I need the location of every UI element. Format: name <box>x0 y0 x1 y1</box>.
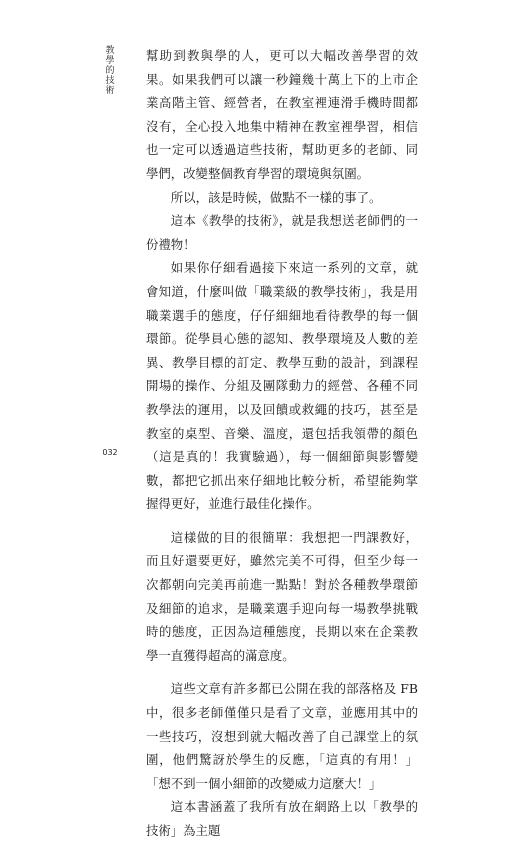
running-title: 教學的技術 <box>105 46 115 96</box>
paragraph: 這本《教學的技術》，就是我想送老師們的一份禮物！ <box>146 213 418 252</box>
paragraph: 如果你仔細看過接下來這一系列的文章，就會知道，什麼叫做「職業級的教學技術」，我是用職業選手的態度，仔仔細細地看待教學的每一個環節。從學員心態的認知、教學環境及人數的差異、教學目標的訂定、教學互動的設計，到課程開場的操作、分組及團隊動力的經營、各種不同教學法的運用，以及回饋或救繩的技巧，甚至是教室的桌型、音樂、溫度，還包括我領帶的顏色（這是真的！我實驗過），每一個細節與影響變數，都把它抓出來仔細地比較分析，希望能夠掌握得更好，並進行最佳化操作。 <box>146 260 418 512</box>
paragraph: 這本書涵蓋了我所有放在網路上以「教學的技術」為主題 <box>146 799 418 838</box>
paragraph: 這樣做的目的很簡單：我想把一門課教好，而且好還要更好，雖然完美不可得，但至少每一次都朝向完美再前進一點點！對於各種教學環節及細節的追求，是職業選手迎向每一場教學挑戰時的態度，正因為這種態度，長期以來在企業教學一直獲得超高的滿意度。 <box>146 529 418 663</box>
paragraph: 所以，該是時候，做點不一樣的事了。 <box>170 189 382 205</box>
paragraph: 這些文章有許多都已公開在我的部落格及 FB 中，很多老師僅僅只是看了文章，並應用其中的一些技巧，沒想到就大幅改善了自己課堂上的氛圍，他們驚訝於學生的反應，「這真的有用！」「想不到一個小細節的改變威力這麼大！」 <box>146 681 418 791</box>
page-number: 032 <box>102 448 118 457</box>
paragraph: 幫助到教與學的人，更可以大幅改善學習的效果。如果我們可以讓一秒鐘幾十萬上下的上市企業高階主管、經營者，在教室裡連滑手機時間都沒有，全心投入地集中精神在教室裡學習，相信也一定可以透過這些技術，幫助更多的老師、同學們，改變整個教育學習的環境與氛圍。 <box>146 48 418 181</box>
body-text <box>146 44 418 843</box>
